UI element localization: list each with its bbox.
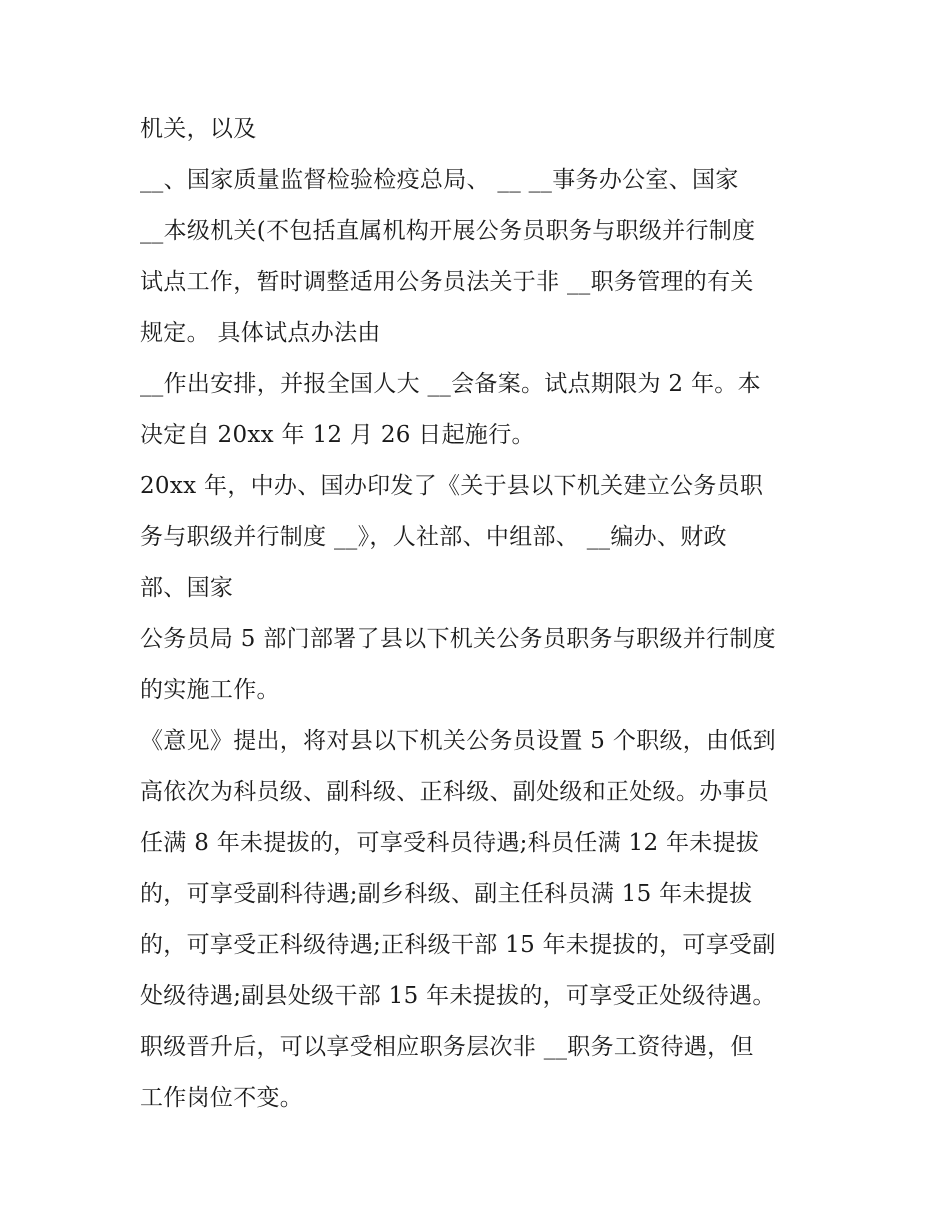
text-line: 的，可享受正科级待遇;正科级干部 15 年未提拔的，可享受副 — [140, 932, 776, 958]
text-line: 的，可享受副科待遇;副乡科级、副主任科员满 15 年未提拔 — [140, 881, 753, 907]
text-line: 《意见》提出，将对县以下机关公务员设置 5 个职级，由低到 — [140, 728, 776, 754]
text-line: 20xx 年，中办、国办印发了《关于县以下机关建立公务员职 — [140, 473, 764, 499]
text-line: 高依次为科员级、副科级、正科级、副处级和正处级。办事员 — [140, 779, 770, 805]
text-line: 的实施工作。 — [140, 677, 280, 703]
text-line: 工作岗位不变。 — [140, 1085, 304, 1111]
text-line: 规定。 具体试点办法由 — [140, 320, 381, 346]
text-line: 处级待遇;副县处级干部 15 年未提拔的，可享受正处级待遇。 — [140, 983, 776, 1009]
text-line: 机关，以及 — [140, 116, 257, 142]
document-body — [140, 107, 820, 1127]
text-line: 任满 8 年未提拔的，可享受科员待遇;科员任满 12 年未提拔 — [140, 830, 760, 856]
text-line: 职级晋升后，可以享受相应职务层次非 __职务工资待遇，但 — [140, 1034, 754, 1060]
text-line: __本级机关(不包括直属机构开展公务员职务与职级并行制度 — [140, 218, 756, 244]
text-line: 试点工作，暂时调整适用公务员法关于非 __职务管理的有关 — [140, 269, 754, 295]
text-line: 部、国家 — [140, 575, 234, 601]
text-line: 务与职级并行制度 __》，人社部、中组部、 __编办、财政 — [140, 524, 727, 550]
text-line: __作出安排，并报全国人大 __会备案。试点期限为 2 年。本 — [140, 371, 761, 397]
text-line: 公务员局 5 部门部署了县以下机关公务员职务与职级并行制度 — [140, 626, 776, 652]
text-line: 决定自 20xx 年 12 月 26 日起施行。 — [140, 422, 535, 448]
text-line: __、国家质量监督检验检疫总局、 __ __事务办公室、国家 — [140, 167, 739, 193]
